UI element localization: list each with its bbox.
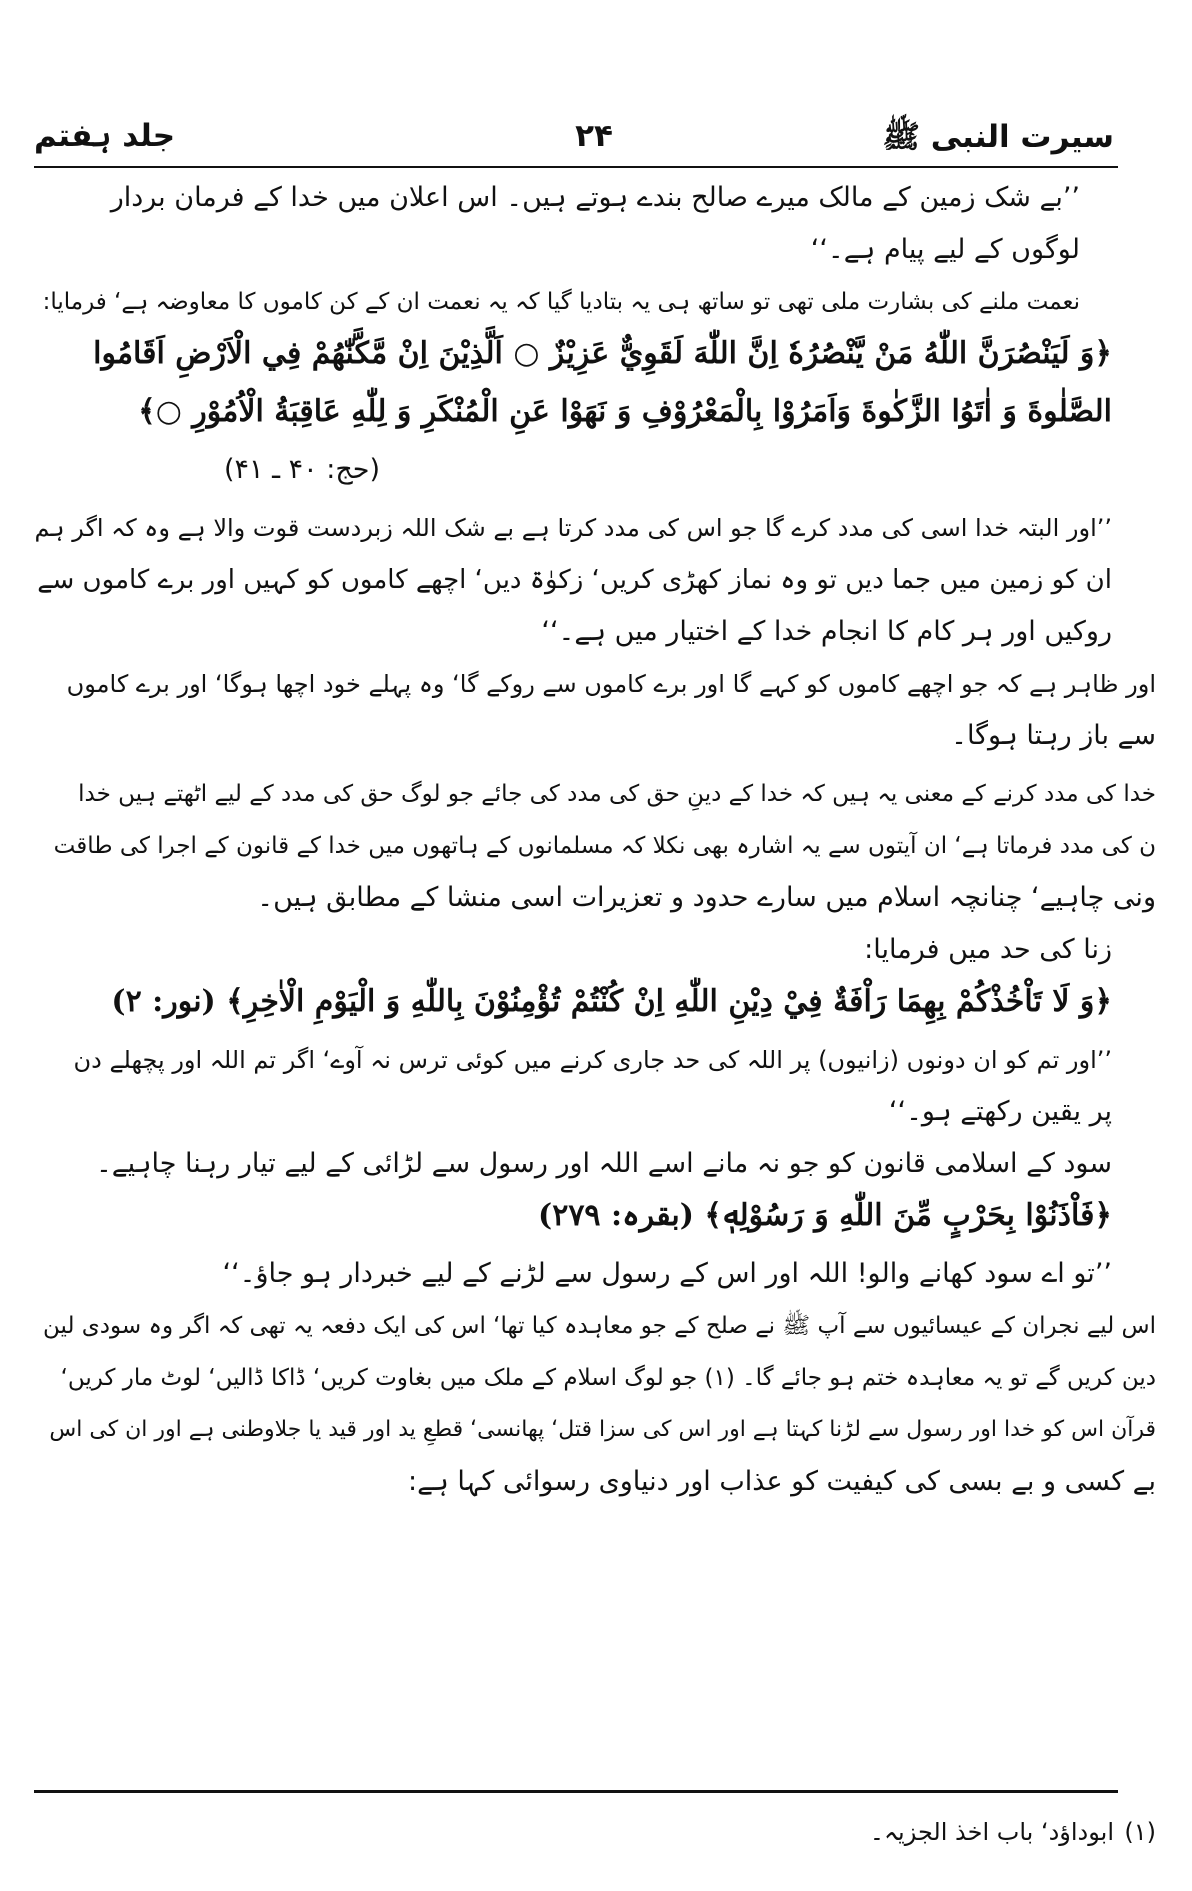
translation-line: روکیں اور ہر کام کا انجام خدا کے اختیار میں ہے۔‘‘ (541, 616, 1112, 647)
text-line: ’’بے شک زمین کے مالک میرے صالح بندے ہوتے ہیں۔ اس اعلان میں خدا کے فرمان بردار (110, 182, 1080, 213)
text-line: بے کسی و بے بسی کی کیفیت کو عذاب اور دنیاوی رسوائی کہا ہے: (408, 1466, 1156, 1497)
verse-reference: (حج: ۴۰ ـ ۴۱) (224, 454, 380, 485)
footnote-text: ابوداؤد‘ باب اخذ الجزیہ۔ (869, 1818, 1114, 1846)
text-line: ونی چاہیے‘ چنانچہ اسلام میں سارے حدود و تعزیرات اسی منشا کے مطابق ہیں۔ (257, 882, 1156, 913)
quran-verse: ﴿فَاْذَنُوْا بِحَرْبٍ مِّنَ اللّٰهِ وَ رَسُوْلِهٖ﴾ (بقرہ: ۲۷۹) (538, 1198, 1112, 1233)
text-line: لوگوں کے لیے پیام ہے۔‘‘ (810, 234, 1080, 265)
translation-line: پر یقین رکھتے ہو۔‘‘ (888, 1096, 1112, 1127)
footnote-rule (34, 1790, 1118, 1793)
text-line: قرآن اس کو خدا اور رسول سے لڑنا کہتا ہے اور اس کی سزا قتل‘ پھانسی‘ قطعِ ید اور قید یا جلاوطنی ہے اور ان کی اس (49, 1417, 1156, 1442)
quran-verse: ﴿وَ لَيَنْصُرَنَّ اللّٰهُ مَنْ يَّنْصُرُهٗ اِنَّ اللّٰهَ لَقَوِيٌّ عَزِيْزٌ ○ اَلَّذِيْنَ اِنْ مَّكَّنّٰهُمْ فِي الْاَرْضِ اَقَامُوا (93, 336, 1112, 371)
volume-label: جلد ہفتم (34, 118, 176, 154)
text-line: دین کریں گے تو یہ معاہدہ ختم ہو جائے گا۔ (۱) جو لوگ اسلام کے ملک میں بغاوت کریں‘ ڈاکا ڈالیں‘ لوٹ مار کریں‘ (60, 1365, 1156, 1391)
page-number: ۲۴ (575, 118, 613, 154)
text-line: نعمت ملنے کی بشارت ملی تھی تو ساتھ ہی یہ بتادیا گیا کہ یہ نعمت ان کے کن کاموں کا معاوضہ ہے‘ فرمایا: (42, 289, 1080, 315)
footnote-number: (۱) (1124, 1818, 1156, 1846)
text-line: اور ظاہر ہے کہ جو اچھے کاموں کو کہے گا اور برے کاموں سے روکے گا‘ وہ پہلے خود اچھا ہوگا‘ اور برے کاموں (66, 670, 1156, 698)
header-rule (34, 166, 1118, 168)
text-line: خدا کی مدد کرنے کے معنی یہ ہیں کہ خدا کے دینِ حق کی مدد کی جائے جو لوگ حق کی مدد کے لیے اٹھتے ہیں خدا (78, 781, 1156, 807)
quran-verse: الصَّلٰوةَ وَ اٰتَوُا الزَّكٰوةَ وَاَمَرُوْا بِالْمَعْرُوْفِ وَ نَهَوْا عَنِ الْمُنْكَرِ وَ لِلّٰهِ عَاقِبَةُ الْاُمُوْرِ ○﴾ (138, 394, 1112, 429)
translation-line: ’’تو اے سود کھانے والو! اللہ اور اس کے رسول سے لڑنے کے لیے خبردار ہو جاؤ۔‘‘ (222, 1258, 1112, 1289)
translation-line: ’’اور تم کو ان دونوں (زانیوں) پر اللہ کی حد جاری کرنے میں کوئی ترس نہ آوے‘ اگر تم اللہ اور پچھلے دن (73, 1046, 1112, 1074)
book-title: سیرت النبی ﷺ (882, 119, 1114, 155)
page-header (34, 118, 1114, 164)
text-line: زنا کی حد میں فرمایا: (864, 934, 1112, 965)
quran-verse: ﴿وَ لَا تَاْخُذْكُمْ بِهِمَا رَاْفَةٌ فِيْ دِيْنِ اللّٰهِ اِنْ كُنْتُمْ تُؤْمِنُوْنَ بِاللّٰهِ وَ الْيَوْمِ الْاٰخِرِ﴾ (نور: ۲) (111, 984, 1112, 1019)
text-line: ن کی مدد فرماتا ہے‘ ان آیتوں سے یہ اشارہ بھی نکلا کہ مسلمانوں کے ہاتھوں میں خدا کے قانون کے اجرا کی طاقت (53, 833, 1156, 859)
translation-line: ’’اور البتہ خدا اسی کی مدد کرے گا جو اس کی مدد کرتا ہے بے شک اللہ زبردست قوت والا ہے وہ کہ اگر ہم (34, 514, 1112, 542)
text-line: سود کے اسلامی قانون کو جو نہ مانے اسے اللہ اور رسول سے لڑائی کے لیے تیار رہنا چاہیے۔ (95, 1148, 1112, 1179)
translation-line: ان کو زمین میں جما دیں تو وہ نماز کھڑی کریں‘ زکوٰۃ دیں‘ اچھے کاموں کو کہیں اور برے کاموں سے (37, 565, 1112, 595)
text-line: اس لیے نجران کے عیسائیوں سے آپ ﷺ نے صلح کے جو معاہدہ کیا تھا‘ اس کی ایک دفعہ یہ تھی کہ اگر وہ سودی لین (43, 1313, 1156, 1339)
text-line: سے باز رہتا ہوگا۔ (951, 720, 1156, 751)
